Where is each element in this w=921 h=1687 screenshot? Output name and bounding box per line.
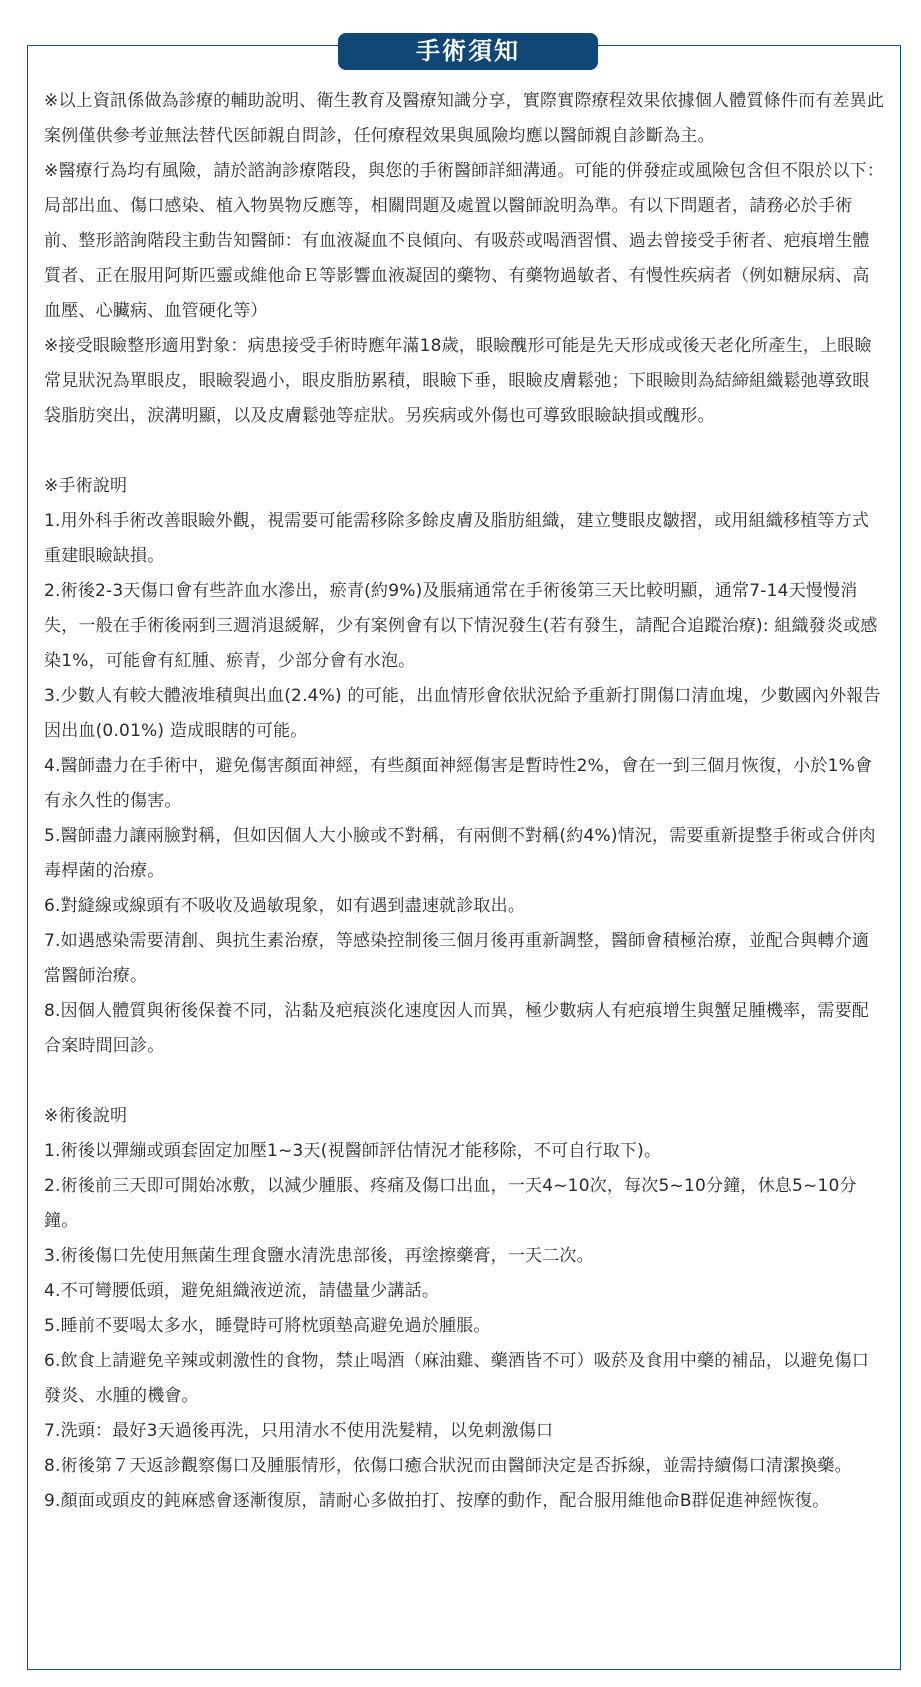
surgery-item: 4.醫師盡力在手術中，避免傷害顏面神經，有些顏面神經傷害是暫時性2%，會在一到三個月恢復，小於1%會有永久性的傷害。 [44,756,873,811]
surgery-item: 5.醫師盡力讓兩臉對稱，但如因個人大小臉或不對稱，有兩側不對稱(約4%)情況，需要重新提整手術或合併肉毒桿菌的治療。 [44,826,876,881]
surgery-item: 7.如遇感染需要清創、與抗生素治療，等感染控制後三個月後再重新調整，醫師會積極治療，並配合與轉介適當醫師治療。 [44,931,870,986]
surgery-item: 3.少數人有較大體液堆積與出血(2.4%) 的可能，出血情形會依狀況給予重新打開傷口清血塊，少數國內外報告因出血(0.01%) 造成眼瞎的可能。 [44,686,881,741]
notice-disclaimer: ※以上資訊係做為診療的輔助說明、衛生教育及醫療知識分享，實際實際療程效果依據個人體質條件而有差異此案例僅供參考並無法替代医師親自問診，任何療程效果與風險均應以醫師親自診斷為主。 [44,91,885,146]
postop-item: 3.術後傷口先使用無菌生理食鹽水清洗患部後，再塗擦藥膏，一天二次。 [44,1246,594,1266]
postop-item: 4.不可彎腰低頭，避免組織液逆流，請儘量少講話。 [44,1281,440,1301]
postop-item: 2.術後前三天即可開始冰敷，以減少腫脹、疼痛及傷口出血，一天4~10次，每次5~10分鐘，休息5~10分鐘。 [44,1176,857,1231]
surgery-item: 6.對縫線或線頭有不吸收及過敏現象，如有遇到盡速就診取出。 [44,896,526,916]
postop-item: 8.術後第７天返診觀察傷口及腫脹情形，依傷口癒合狀況而由醫師決定是否拆線，並需持續傷口清潔換藥。 [44,1456,852,1476]
postop-item: 9.顏面或頭皮的鈍麻感會逐漸復原，請耐心多做拍打、按摩的動作，配合服用維他命B群促進神經恢復。 [44,1491,830,1511]
document-body [44,84,886,1519]
notice-risks: ※醫療行為均有風險，請於諮詢診療階段，與您的手術醫師詳細溝通。可能的併發症或風險包含但不限於以下：局部出血、傷口感染、植入物異物反應等，相關問題及處置以醫師說明為準。有以下問題者，請務必於手術前、整形諮詢階段主動告知醫師：有血液凝血不良傾向、有吸菸或喝酒習慣、過去曾接受手術者、疤痕增生體質者、正在服用阿斯匹靈或維他命Ｅ等影響血液凝固的藥物、有藥物過敏者、有慢性疾病者（例如糖尿病、高血壓、心臟病、血管硬化等） [44,161,885,321]
postop-item: 6.飲食上請避免辛辣或刺激性的食物，禁止喝酒（麻油雞、藥酒皆不可）吸菸及食用中藥的補品，以避免傷口發炎、水腫的機會。 [44,1351,870,1406]
postop-item: 7.洗頭：最好3天過後再洗，只用清水不使用洗髮精，以免刺激傷口 [44,1421,554,1441]
notice-eligibility: ※接受眼瞼整形適用對象：病患接受手術時應年滿18歲，眼瞼醜形可能是先天形成或後天老化所產生，上眼瞼常見狀況為單眼皮，眼瞼裂過小，眼皮脂肪累積，眼瞼下垂，眼瞼皮膚鬆弛；下眼瞼則為結締組織鬆弛導致眼袋脂肪突出，淚溝明顯，以及皮膚鬆弛等症狀。另疾病或外傷也可導致眼瞼缺損或醜形。 [44,336,872,426]
surgery-heading: ※手術說明 [44,476,128,496]
surgery-item: 1.用外科手術改善眼瞼外觀，視需要可能需移除多餘皮膚及脂肪組織，建立雙眼皮皺摺，或用組織移植等方式重建眼瞼缺損。 [44,511,870,566]
postop-heading: ※術後說明 [44,1106,128,1126]
surgery-item: 8.因個人體質與術後保養不同，沾黏及疤痕淡化速度因人而異，極少數病人有疤痕增生與蟹足腫機率，需要配合案時間回診。 [44,1001,870,1056]
postop-item: 5.睡前不要喝太多水，睡覺時可將枕頭墊高避免過於腫脹。 [44,1316,491,1336]
surgery-item: 2.術後2-3天傷口會有些許血水滲出，瘀青(約9%)及脹痛通常在手術後第三天比較明顯，通常7-14天慢慢消失，一般在手術後兩到三週消退緩解，少有案例會有以下情況發生(若有發生，請配合追蹤治療): 組織發炎或感染1%，可能會有紅腫、瘀青，少部分會有水泡。 [44,581,878,671]
page-title: 手術須知 [338,33,598,70]
postop-item: 1.術後以彈繃或頭套固定加壓1~3天(視醫師評估情況才能移除，不可自行取下)。 [44,1141,662,1161]
